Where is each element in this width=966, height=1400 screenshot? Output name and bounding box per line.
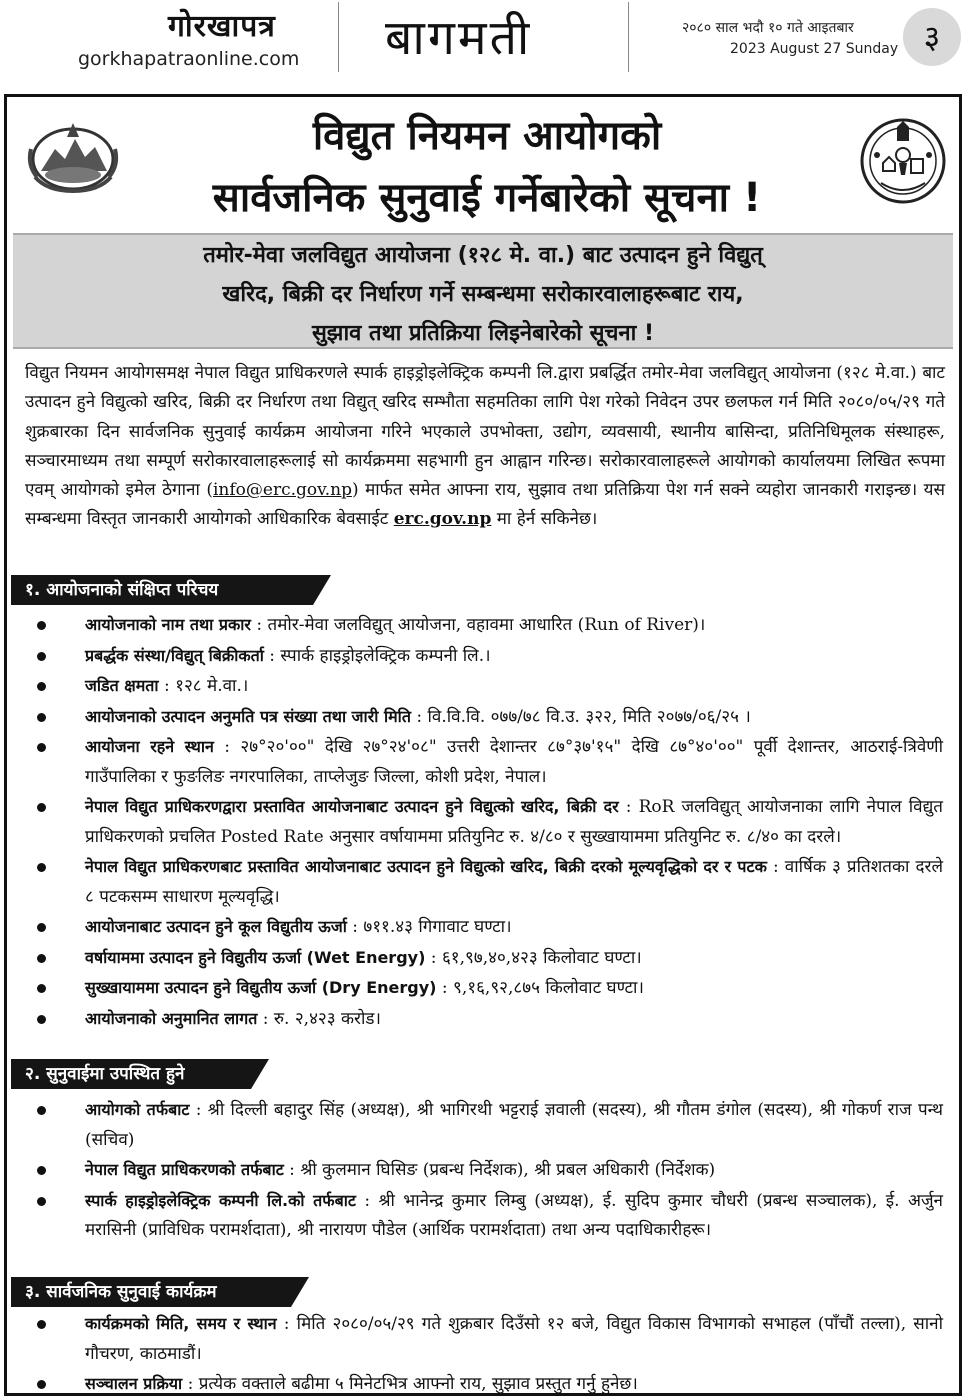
item-value: : तमोर-मेवा जलविद्युत् आयोजना, वहावमा आधारित (Run of River)। — [250, 615, 706, 635]
list-item — [7, 973, 957, 1004]
subheading-line: सुझाव तथा प्रतिक्रिया लिइनेबारेको सूचना ! — [311, 321, 655, 346]
bullet — [37, 621, 46, 630]
website-link[interactable]: erc.gov.np — [393, 509, 492, 530]
list-item — [7, 702, 957, 733]
email-link[interactable]: info@erc.gov.np — [212, 480, 352, 501]
list-item — [7, 1369, 957, 1400]
subheading-line: तमोर-मेवा जलविद्युत आयोजना (१२८ मे. वा.) बाट उत्पादन हुने विद्युत् — [203, 243, 763, 268]
list-item — [7, 912, 957, 943]
item-key: सुख्खायाममा उत्पादन हुने विद्युतीय ऊर्जा (Dry Energy) — [85, 978, 437, 997]
website-url[interactable]: gorkhapatraonline.com — [78, 48, 300, 70]
item-key: आयोजना रहने स्थान — [85, 737, 214, 756]
item-key: सञ्चालन प्रक्रिया — [85, 1374, 183, 1393]
erc-seal-icon — [859, 117, 947, 205]
masthead — [0, 0, 966, 78]
nepal-government-emblem-icon — [27, 115, 119, 195]
bullet — [37, 1015, 46, 1024]
list-item — [7, 610, 957, 641]
bullet — [37, 743, 46, 752]
notice-title-line1: विद्युत नियमन आयोगको — [312, 113, 662, 159]
item-value: : श्री दिल्ली बहादुर सिंह (अध्यक्ष), श्री भागिरथी भट्टराई ज्ञवाली (सदस्य), श्री गौतम डंगोल (सदस्य), श्री गोकर्ण राज पन्थ (सचिव) — [85, 1100, 943, 1150]
item-value: : ६१,९७,४०,४२३ किलोवाट घण्टा। — [425, 947, 642, 968]
item-key: वर्षायाममा उत्पादन हुने विद्युतीय ऊर्जा (Wet Energy) — [85, 947, 426, 967]
bullet — [37, 1320, 46, 1329]
notice-title-line2: सार्वजनिक सुनुवाई गर्नेबारेको सूचना ! — [212, 175, 762, 221]
bullet — [37, 863, 46, 872]
newspaper-logo[interactable]: गोरखापत्र — [168, 9, 276, 44]
page-number: ३ — [903, 8, 961, 66]
list-item — [7, 641, 957, 672]
section-header-project-intro: १. आयोजनाको संक्षिप्त परिचय — [11, 575, 313, 605]
subheading-line: खरिद, बिक्री दर निर्धारण गर्ने सम्बन्धमा सरोकारवालाहरूबाट राय, — [222, 282, 744, 307]
item-key: प्रबर्द्धक संस्था/विद्युत् बिक्रीकर्ता — [85, 645, 264, 665]
item-key: आयोजनाको नाम तथा प्रकार — [85, 615, 251, 634]
intro-text: मा हेर्न सकिनेछ। — [491, 509, 598, 530]
intro-paragraph — [25, 359, 945, 535]
section-title: बागमती — [385, 10, 533, 66]
item-value: : रु. २,४२३ करोड। — [257, 1008, 381, 1029]
bullet — [37, 803, 46, 812]
bullet — [37, 652, 46, 661]
item-key: आयोगको तर्फबाट — [85, 1100, 190, 1119]
project-intro-list — [7, 610, 957, 1034]
item-key: स्पार्क हाइड्रोइलेक्ट्रिक कम्पनी लि.को तर्फबाट — [85, 1190, 356, 1210]
list-item — [7, 852, 957, 912]
bullet — [37, 1166, 46, 1175]
list-item — [7, 1155, 957, 1186]
item-value: : ९,१६,९२,८७५ किलोवाट घण्टा। — [436, 978, 644, 998]
section-header-attendees: २. सुनुवाईमा उपस्थित हुने — [11, 1059, 251, 1089]
item-key: आयोजनाको उत्पादन अनुमति पत्र संख्या तथा जारी मिति — [85, 706, 411, 726]
bullet — [37, 713, 46, 722]
list-item — [7, 732, 957, 792]
bullet — [37, 682, 46, 691]
item-value: : वि.वि.वि. ०७७/७८ वि.उ. ३२२, मिति २०७७/०६/२५ । — [410, 706, 751, 727]
item-key: नेपाल विद्युत प्राधिकरणद्वारा प्रस्तावित आयोजनाबाट उत्पादन हुने विद्युत्को खरिद, बिक्री दर — [85, 797, 619, 816]
bullet — [37, 923, 46, 932]
section-header-hearing-program: ३. सार्वजनिक सुनुवाई कार्यक्रम — [11, 1277, 291, 1307]
item-value: : स्पार्क हाइड्रोइलेक्ट्रिक कम्पनी लि.। — [263, 645, 491, 666]
item-value: : श्री कुलमान घिसिङ (प्रबन्ध निर्देशक), श्री प्रबल अधिकारी (निर्देशक) — [283, 1160, 716, 1180]
item-key: आयोजनाबाट उत्पादन हुने कूल विद्युतीय ऊर्जा — [85, 917, 347, 936]
item-value: : १२८ मे.वा.। — [158, 676, 249, 696]
item-key: आयोजनाको अनुमानित लागत — [85, 1008, 258, 1028]
item-key: नेपाल विद्युत प्राधिकरणबाट प्रस्तावित आयोजनाबाट उत्पादन हुने विद्युत्को खरिद, बिक्री दरको मूल्यवृद्धिको दर र पटक — [85, 857, 767, 876]
item-value: : श्री भानेन्द्र कुमार लिम्बु (अध्यक्ष), ई. सुदिप कुमार चौधरी (प्रबन्ध सञ्चालक), ई. अर्जुन मरासिनी (प्राविधिक परामर्शदाता), श्री नारायण पौडेल (आर्थिक परामर्शदाता) तथा अन्य पदाधिकारीहरू। — [85, 1190, 943, 1240]
date-english: 2023 August 27 Sunday — [730, 41, 899, 57]
list-item — [7, 1309, 957, 1369]
bullet — [37, 984, 46, 993]
item-value: : मिति २०८०/०५/२९ गते शुक्रबार दिउँसो १२ बजे, विद्युत विकास विभागको सभाहल (पाँचौं तल्ला), सानो गौचरण, काठमाडौं। — [85, 1314, 943, 1364]
item-key: नेपाल विद्युत प्राधिकरणको तर्फबाट — [85, 1160, 284, 1179]
notice-subheading — [13, 233, 953, 349]
date-nepali: २०८० साल भदौ १० गते आइतबार — [682, 20, 854, 36]
divider — [628, 2, 629, 72]
item-key: कार्यक्रमको मिति, समय र स्थान — [85, 1314, 277, 1333]
list-item — [7, 1186, 957, 1246]
bullet — [37, 1380, 46, 1389]
public-notice — [4, 94, 962, 1396]
item-value: : ७११.४३ गिगावाट घण्टा। — [346, 917, 512, 937]
list-item — [7, 1095, 957, 1155]
bullet — [37, 1106, 46, 1115]
attendees-list — [7, 1095, 957, 1246]
item-value: : वार्षिक ३ प्रतिशतका दरले ८ पटकसम्म साधारण मूल्यवृद्धि। — [85, 857, 943, 907]
item-key: जडित क्षमता — [85, 676, 159, 695]
intro-text: विद्युत नियमन आयोगसमक्ष नेपाल विद्युत प्राधिकरणले स्पार्क हाइड्रोइलेक्ट्रिक कम्पनी लि.द्वारा प्रबर्द्धित तमोर-मेवा जलविद्युत् आयोजना (१२८ मे.वा.) बाट उत्पादन हुने विद्युत्को खरिद, बिक्री दर निर्धारण तथा विद्युत् खरिद सम्भौता सहमतिका लागि पेश गरेको निवेदन उपर छलफल गर्न मिति २०८०/०५/२९ गते शुक्रबारका दिन सार्वजनिक सुनुवाई कार्यक्रम आयोजना गरिने भएकाले उपभोक्ता, उद्योग, व्यवसायी, स्थानीय बासिन्दा, प्रतिनिधिमूलक संस्थाहरू, सञ्चारमाध्यम तथा सम्पूर्ण सरोकारवालाहरूलाई सो कार्यक्रममा सहभागी हुन आह्वान गरिन्छ। सरोकारवालाहरूले आयोगको कार्यालयमा लिखित रूपमा एवम् आयोगको इमेल ठेगाना ( — [25, 363, 945, 501]
divider — [338, 2, 339, 72]
item-value: : RoR जलविद्युत् आयोजनाका लागि नेपाल विद्युत प्राधिकरणको प्रचलित Posted Rate अनुसार वर्षायाममा प्रतियुनिट रु. ४/८० र सुख्खायाममा प्रतियुनिट रु. ८/४० का दरले। — [85, 797, 943, 847]
item-value: : प्रत्येक वक्ताले बढीमा ५ मिनेटभित्र आफ्नो राय, सुझाव प्रस्तुत गर्नु हुनेछ। — [182, 1374, 638, 1394]
hearing-program-list — [7, 1309, 957, 1400]
list-item — [7, 943, 957, 974]
bullet — [37, 954, 46, 963]
list-item — [7, 792, 957, 852]
bullet — [37, 1197, 46, 1206]
intro-text: ) मार्फत समेत आफ्ना राय, सुझाव तथा प्रतिक्रिया पेश गर्न सक्ने व्यहोरा जानकारी गराइन्छ। यस सम्बन्धमा विस्तृत जानकारी आयोगको आधिकारिक बेवसाईट — [25, 480, 945, 530]
list-item — [7, 671, 957, 702]
list-item — [7, 1004, 957, 1035]
item-value: : २७°२०'००" देखि २७°२४'०८" उत्तरी देशान्तर ८७°३७'१५" देखि ८७°४०'००" पूर्वी देशान्तर, आठराई-त्रिवेणी गाउँपालिका र फुङलिङ नगरपालिका, ताप्लेजुङ जिल्ला, कोशी प्रदेश, नेपाल। — [85, 737, 943, 787]
